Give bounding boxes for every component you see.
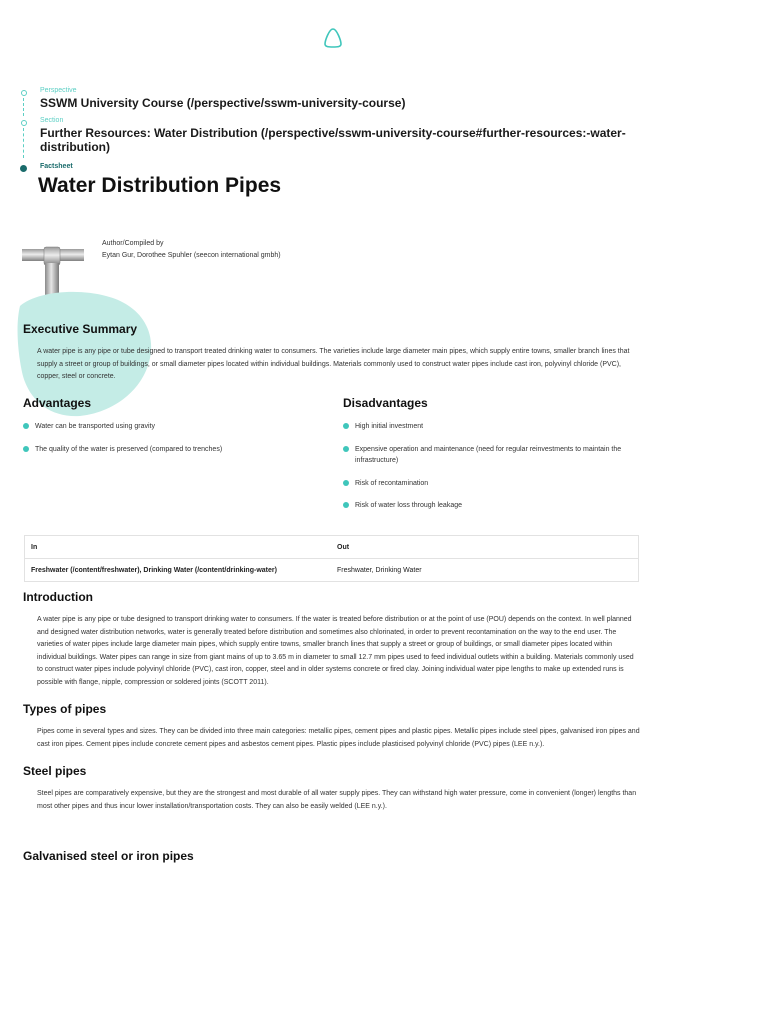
author-block	[102, 238, 281, 262]
list-item: Water can be transported using gravity	[23, 421, 325, 433]
breadcrumb-perspective[interactable]	[20, 86, 660, 116]
list-item: Risk of water loss through leakage	[343, 500, 645, 512]
table-cell-out: Freshwater, Drinking Water	[331, 559, 639, 582]
breadcrumb-dot-icon	[21, 90, 27, 96]
list-item: The quality of the water is preserved (compared to trenches)	[23, 444, 325, 456]
advantages-title: Advantages	[23, 396, 92, 410]
breadcrumb-factsheet	[20, 162, 660, 172]
breadcrumb-link-perspective[interactable]: SSWM University Course (/perspective/sswm-university-course)	[40, 96, 406, 110]
author-label: Author/Compiled by	[102, 240, 164, 247]
executive-summary-title: Executive Summary	[23, 322, 138, 336]
types-text: Pipes come in several types and sizes. They can be divided into three main categories: metallic pipes, cement pipes and plastic pipes. Metallic pipes include steel pipes, galvanised iron pipes and cast iron pipes. Cement pipes include concrete cement pipes and asbestos cement pipes. Plastic pipes include plasticised polyvinyl chloride (PVC) pipes (LEE n.y.).	[37, 728, 640, 748]
table-row	[25, 559, 639, 582]
list-item: Risk of recontamination	[343, 478, 645, 490]
breadcrumb-section[interactable]	[20, 116, 660, 162]
executive-summary-text: A water pipe is any pipe or tube designed to transport treated drinking water to consumers. The varieties include large diameter main pipes, which supply entire towns, smaller branch lines that supply a street or group of buildings, or small diameter pipes located within individual buildings. Materials commonly used to construct water pipes include cast iron, polyvinyl chloride (PVC), copper, steel or concrete.	[37, 348, 630, 380]
disadvantages-title: Disadvantages	[343, 396, 428, 410]
advantages-list	[23, 421, 325, 466]
site-logo-icon[interactable]	[322, 27, 344, 49]
types-title: Types of pipes	[23, 702, 107, 716]
disadvantages-list	[343, 421, 645, 523]
author-names: Eytan Gur, Dorothee Spuhler (seecon international gmbh)	[102, 252, 281, 259]
table-row	[25, 536, 639, 559]
list-item: High initial investment	[343, 421, 645, 433]
in-out-table	[24, 535, 639, 582]
table-header-out: Out	[331, 536, 639, 559]
breadcrumb-link-section[interactable]: Further Resources: Water Distribution (/perspective/sswm-university-course#further-resources:-water-distribution)	[40, 126, 626, 154]
table-header-in: In	[25, 536, 332, 559]
breadcrumb-dot-icon	[21, 120, 27, 126]
breadcrumb	[20, 86, 660, 172]
breadcrumb-label: Section	[40, 117, 64, 124]
breadcrumb-label: Perspective	[40, 87, 77, 94]
galvanised-pipes-title: Galvanised steel or iron pipes	[23, 849, 194, 863]
breadcrumb-connector	[23, 98, 24, 116]
table-cell-in-links[interactable]: Freshwater (/content/freshwater), Drinking Water (/content/drinking-water)	[25, 559, 332, 582]
list-item: Expensive operation and maintenance (need for regular reinvestments to maintain the infrastructure)	[343, 444, 645, 467]
breadcrumb-current-dot-icon	[20, 165, 27, 172]
introduction-title: Introduction	[23, 590, 93, 604]
steel-pipes-title: Steel pipes	[23, 764, 87, 778]
page-title: Water Distribution Pipes	[38, 174, 282, 197]
breadcrumb-label: Factsheet	[40, 163, 73, 170]
introduction-text: A water pipe is any pipe or tube designed to transport drinking water to consumers. If the water is treated before distribution or at the point of use (POU) depends on the context. In well planned and designed water distribution networks, water is generally treated before distribution and sometimes also chlorinated, in order to prevent recontamination on the way to the end user. The varieties of water pipes include large diameter main pipes, which supply entire towns, smaller branch lines that supply a street or group of buildings, or small diameter pipes located within individual buildings. Water pipes can range in size from giant mains of up to 3.65 m in diameter to small 12.7 mm pipes used to feed individual outlets within a building. Materials commonly used to construct water pipes include polyvinyl chloride (PVC), cast iron, copper, steel and in older systems concrete or fired clay. Joining individual water pipe lengths to make up extended runs is possible with flange, nipple, compression or soldered joints (SCOTT 2011).	[37, 616, 634, 686]
breadcrumb-connector	[23, 128, 24, 158]
steel-pipes-text: Steel pipes are comparatively expensive, but they are the strongest and most durable of all water supply pipes. They can withstand high water pressure, come in convenient (longer) lengths than most other pipes and thus incur lower installation/transportation costs. They can also be easily welded (LEE n.y.).	[37, 790, 637, 810]
